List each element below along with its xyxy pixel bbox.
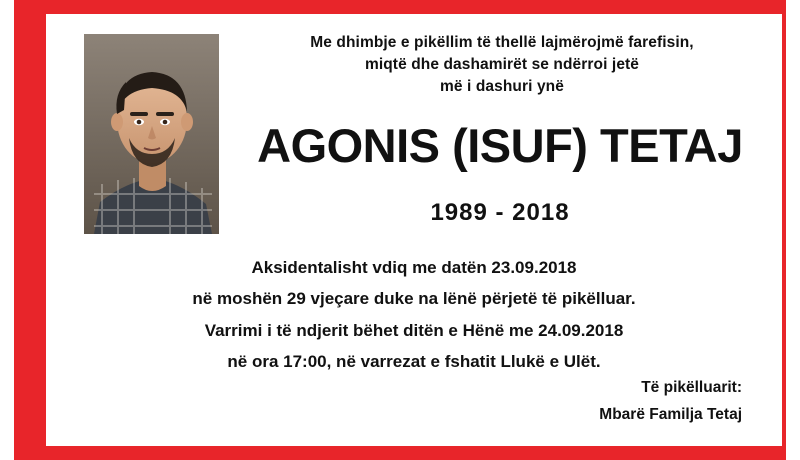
body-line-3: Varrimi i të ndjerit bëhet ditën e Hënë me 24.09.2018 — [204, 320, 624, 340]
red-border-frame — [14, 0, 786, 460]
signature-line-2: Mbarë Familja Tetaj — [599, 405, 742, 423]
portrait-photo-illustration — [84, 34, 219, 234]
header-line-1: Me dhimbje e pikëllim të thellë lajmërojmë farefisin, — [310, 34, 694, 51]
header-line-2: miqtë dhe dashamirët se ndërroi jetë — [364, 56, 640, 73]
notice-card-inner — [46, 14, 782, 446]
notice-body — [66, 252, 762, 378]
notice-header — [236, 32, 768, 98]
header-line-3: më i dashuri ynë — [440, 78, 564, 95]
body-line-4: në ora 17:00, në varrezat e fshatit Llukë e Ulët. — [227, 352, 601, 372]
signature-line-1: Të pikëlluarit: — [641, 378, 742, 396]
body-line-2: në moshën 29 vjeçare duke na lënë përjetë të pikëlluar. — [192, 289, 636, 309]
life-years: 1989 - 2018 — [430, 199, 570, 226]
body-line-1: Aksidentalisht vdiq me datën 23.09.2018 — [251, 258, 577, 277]
deceased-name: AGONIS (ISUF) TETAJ — [257, 119, 743, 172]
notice-signature — [599, 374, 742, 428]
portrait-photo — [84, 34, 219, 234]
notice-card — [46, 14, 782, 446]
